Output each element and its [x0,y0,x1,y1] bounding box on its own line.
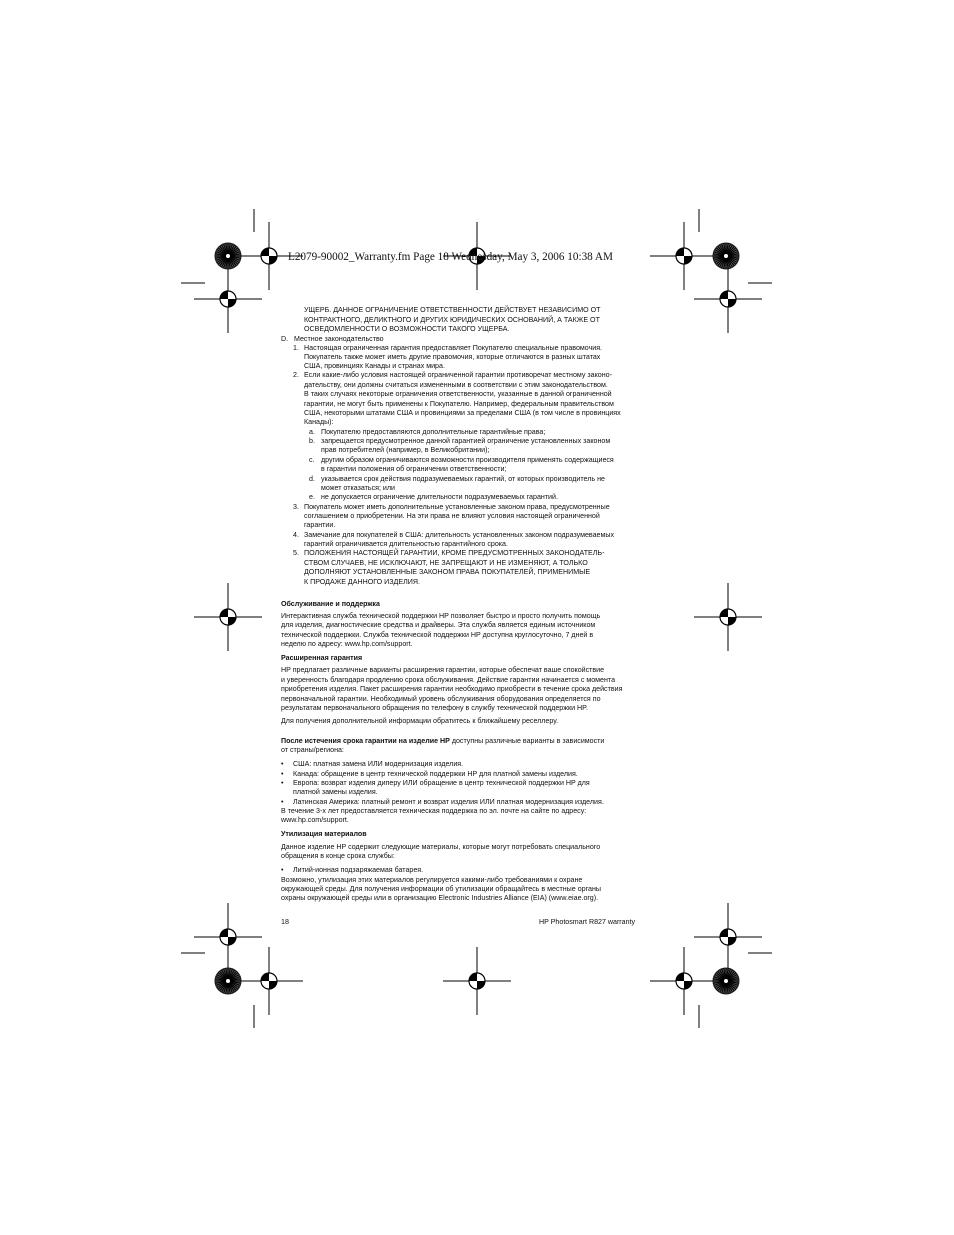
disposal-heading: Утилизация материалов [281,830,367,838]
limitation-line-3: ОСВЕДОМЛЕННОСТИ О ВОЗМОЖНОСТИ ТАКОГО УЩЕРБА. [304,325,510,333]
footer-product-name: HP Photosmart R827 warranty [539,918,636,926]
registration-target-quadrant [684,256,692,264]
registration-target-quadrant [728,299,736,307]
item-4-line: гарантий ограничивается длительностью гарантийного срока. [304,540,508,548]
subitem-e-letter: e. [309,493,315,501]
registration-target-quadrant [676,973,684,981]
subitem-d-line: указывается срок действия подразумеваемых гарантий, от которых производитель не [321,475,605,483]
subitem-c-line: другим образом ограничиваются возможности производителя применять содержащиеся [321,456,614,464]
item-3-line: Покупатель может иметь дополнительные установленные законом права, предусмотренные [304,503,610,511]
after-bullet-canada: Канада: обращение в центр технической поддержки HP для платной замены изделия. [293,770,578,778]
registration-target-quadrant [228,299,236,307]
section-d-marker: D. [281,335,289,343]
subitem-a-letter: a. [309,428,315,436]
registration-target-quadrant [228,937,236,945]
item-2-line: дательству, они должны считаться измененными в соответствии с этим законодательством. [304,381,608,389]
item-1-line: США, провинциях Канады и странах мира. [304,362,445,370]
extended-heading: Расширенная гарантия [281,654,363,662]
item-4-number: 4. [293,531,299,539]
after-lead-line [281,737,604,746]
item-2-line: Если какие-либо условия настоящей ограниченной гарантии противоречат местному законо- [304,371,612,379]
disposal-tail-line: Возможно, утилизация этих материалов регулируется какими-либо требованиями к охране [281,876,583,884]
after-lead-line-2: от страны/региона: [281,746,344,754]
extended-more-info: Для получения дополнительной информации обратитесь к ближайшему реселлеру. [281,717,559,725]
after-lead-rest: доступны различные варианты в зависимости [449,737,605,745]
registration-target-quadrant [220,291,228,299]
registration-target-quadrant [228,617,236,625]
extended-line: результатам первоначального обращения по телефону в службу технической поддержки HP. [281,704,588,712]
section-d-title: Местное законодательство [294,335,384,343]
item-1-line: Настоящая ограниченная гарантия предоставляет Покупателю специальные правомочия. [304,344,603,352]
registration-target-quadrant [676,248,684,256]
service-line: технической поддержки. Служба технической поддержки HP доступна круглосуточно, 7 дней в [281,631,594,639]
disposal-tail-line: окружающей среды. Для получения информации об утилизации обращайтесь в местные органы [281,885,601,893]
after-bullet-usa: США: платная замена ИЛИ модернизация изделия. [293,760,464,768]
starburst-center [724,979,728,983]
bullet-glyph: • [281,770,284,778]
starburst-center [724,254,728,258]
extended-line: приобретения изделия. Пакет расширения гарантии необходимо приобрести в течение срока действия [281,685,623,693]
registration-target-quadrant [269,981,277,989]
subitem-c-line: в гарантии положения об ограничении ответственности; [321,465,507,473]
disposal-line: Данное изделие HP содержит следующие материалы, которые могут потребовать специального [281,843,601,851]
service-heading: Обслуживание и поддержка [281,600,380,608]
item-2-line: Канады): [304,418,334,426]
item-2-line: США, некоторыми штатами США и провинциями за пределами США (в том числе в провинциях [304,409,621,417]
bullet-glyph: • [281,866,284,874]
page-number: 18 [281,918,289,926]
subitem-e-line: не допускается ограничение длительности подразумеваемых гарантий. [321,493,558,501]
registration-target-quadrant [720,291,728,299]
service-line: для изделия, диагностические средства и драйверы. Эта служба является единым источником [281,621,596,629]
service-line: неделю по адресу: www.hp.com/support. [281,640,413,648]
subitem-b-line: запрещается предусмотренное данной гарантией ограничение установленных законом [321,437,611,445]
item-3-line: соглашением о приобретении. На эти права не влияют условия настоящей ограниченной [304,512,600,520]
registration-target-quadrant [477,981,485,989]
registration-target-quadrant [469,973,477,981]
registration-target-quadrant [220,609,228,617]
limitation-line-2: КОНТРАКТНОГО, ДЕЛИКТНОГО И ДРУГИХ ЮРИДИЧЕСКИХ ОСНОВАНИЙ, А ТАКЖЕ ОТ [304,316,600,324]
starburst-center [226,979,230,983]
bullet-glyph: • [281,760,284,768]
registration-target-quadrant [261,248,269,256]
item-3-number: 3. [293,503,299,511]
registration-target-quadrant [728,937,736,945]
registration-target-quadrant [684,981,692,989]
item-2-line: гарантии, не могут быть применены к Покупателю. Например, федеральным правительством [304,400,614,408]
item-5-line: СТВОМ СЛУЧАЕВ, НЕ ИСКЛЮЧАЮТ, НЕ ЗАПРЕЩАЮТ И НЕ ИЗМЕНЯЮТ, А ТОЛЬКО [304,559,588,567]
extended-line: и уверенность благодаря продлению срока обслуживания. Действие гарантии начинается с момента [281,676,616,684]
bullet-glyph: • [281,779,284,787]
item-5-line: ПОЛОЖЕНИЯ НАСТОЯЩЕЙ ГАРАНТИИ, КРОМЕ ПРЕДУСМОТРЕННЫХ ЗАКОНОДАТЕЛЬ- [304,549,605,557]
item-1-number: 1. [293,344,299,352]
subitem-d-letter: d. [309,475,315,483]
item-3-line: гарантии. [304,521,336,529]
subitem-b-letter: b. [309,437,315,445]
item-1-line: Покупатель также может иметь другие правомочия, которые отличаются в разных штатах [304,353,601,361]
item-2-line: В таких случаях некоторые ограничения ответственности, указанные в данной ограниченной [304,390,612,398]
item-5-line: ДОПОЛНЯЮТ УСТАНОВЛЕННЫЕ ЗАКОНОМ ПРАВА ПОКУПАТЕЛЕЙ, ПРИМЕНИМЫЕ [304,568,591,576]
disposal-bullet: Литий-ионная подзаряжаемая батарея. [293,866,424,874]
extended-line: HP предлагает различные варианты расширения гарантии, которые обеспечат ваше спокойствие [281,666,605,674]
after-lead-bold: После истечения срока гарантии на изделие HP [281,737,450,745]
extended-line: первоначальной гарантии. Необходимый уровень обслуживания оборудования определяется по [281,695,601,703]
registration-target-quadrant [720,609,728,617]
registration-target-quadrant [261,973,269,981]
bullet-glyph: • [281,798,284,806]
starburst-center [226,254,230,258]
after-bullet-europe: Европа: возврат изделия диперу ИЛИ обращение в центр технической поддержки HP для [293,779,590,787]
after-bullet-latam: Латинская Америка: платный ремонт и возврат изделия ИЛИ платная модернизация изделия. [293,798,604,806]
registration-target-quadrant [720,929,728,937]
print-slug-line: L2079-90002_Warranty.fm Page 18 Wednesday, May 3, 2006 10:38 AM [288,251,613,263]
item-5-line: К ПРОДАЖЕ ДАННОГО ИЗДЕЛИЯ. [304,578,420,586]
subitem-d-line: может отказаться; или [321,484,395,492]
subitem-c-letter: c. [309,456,315,464]
after-tail-line: www.hp.com/support. [281,816,349,824]
item-4-line: Замечание для покупателей в США: длительность установленных законом подразумеваемых [304,531,615,539]
registration-target-quadrant [269,256,277,264]
disposal-tail-line: охраны окружающей среды или в организацию Electronic Industries Alliance (EIA) (www.eiae.org). [281,894,599,902]
subitem-a-line: Покупателю предоставляются дополнительные гарантийные права; [321,428,546,436]
limitation-line-1: УЩЕРБ. ДАННОЕ ОГРАНИЧЕНИЕ ОТВЕТСТВЕННОСТИ ДЕЙСТВУЕТ НЕЗАВИСИМО ОТ [304,306,601,314]
item-2-number: 2. [293,371,299,379]
after-tail-line: В течение 3-х лет предоставляется техническая поддержка по эл. почте на сайте по адресу: [281,807,587,815]
after-bullet-europe-cont: платной замены изделия. [293,788,378,796]
registration-target-quadrant [728,617,736,625]
item-5-number: 5. [293,549,299,557]
subitem-b-line: прав потребителей (например, в Великобритании); [321,446,490,454]
service-line: Интерактивная служба технической поддержки HP позволяет быстро и просто получить помощь [281,612,601,620]
registration-target-quadrant [220,929,228,937]
disposal-line: обращения в конце срока службы: [281,852,395,860]
